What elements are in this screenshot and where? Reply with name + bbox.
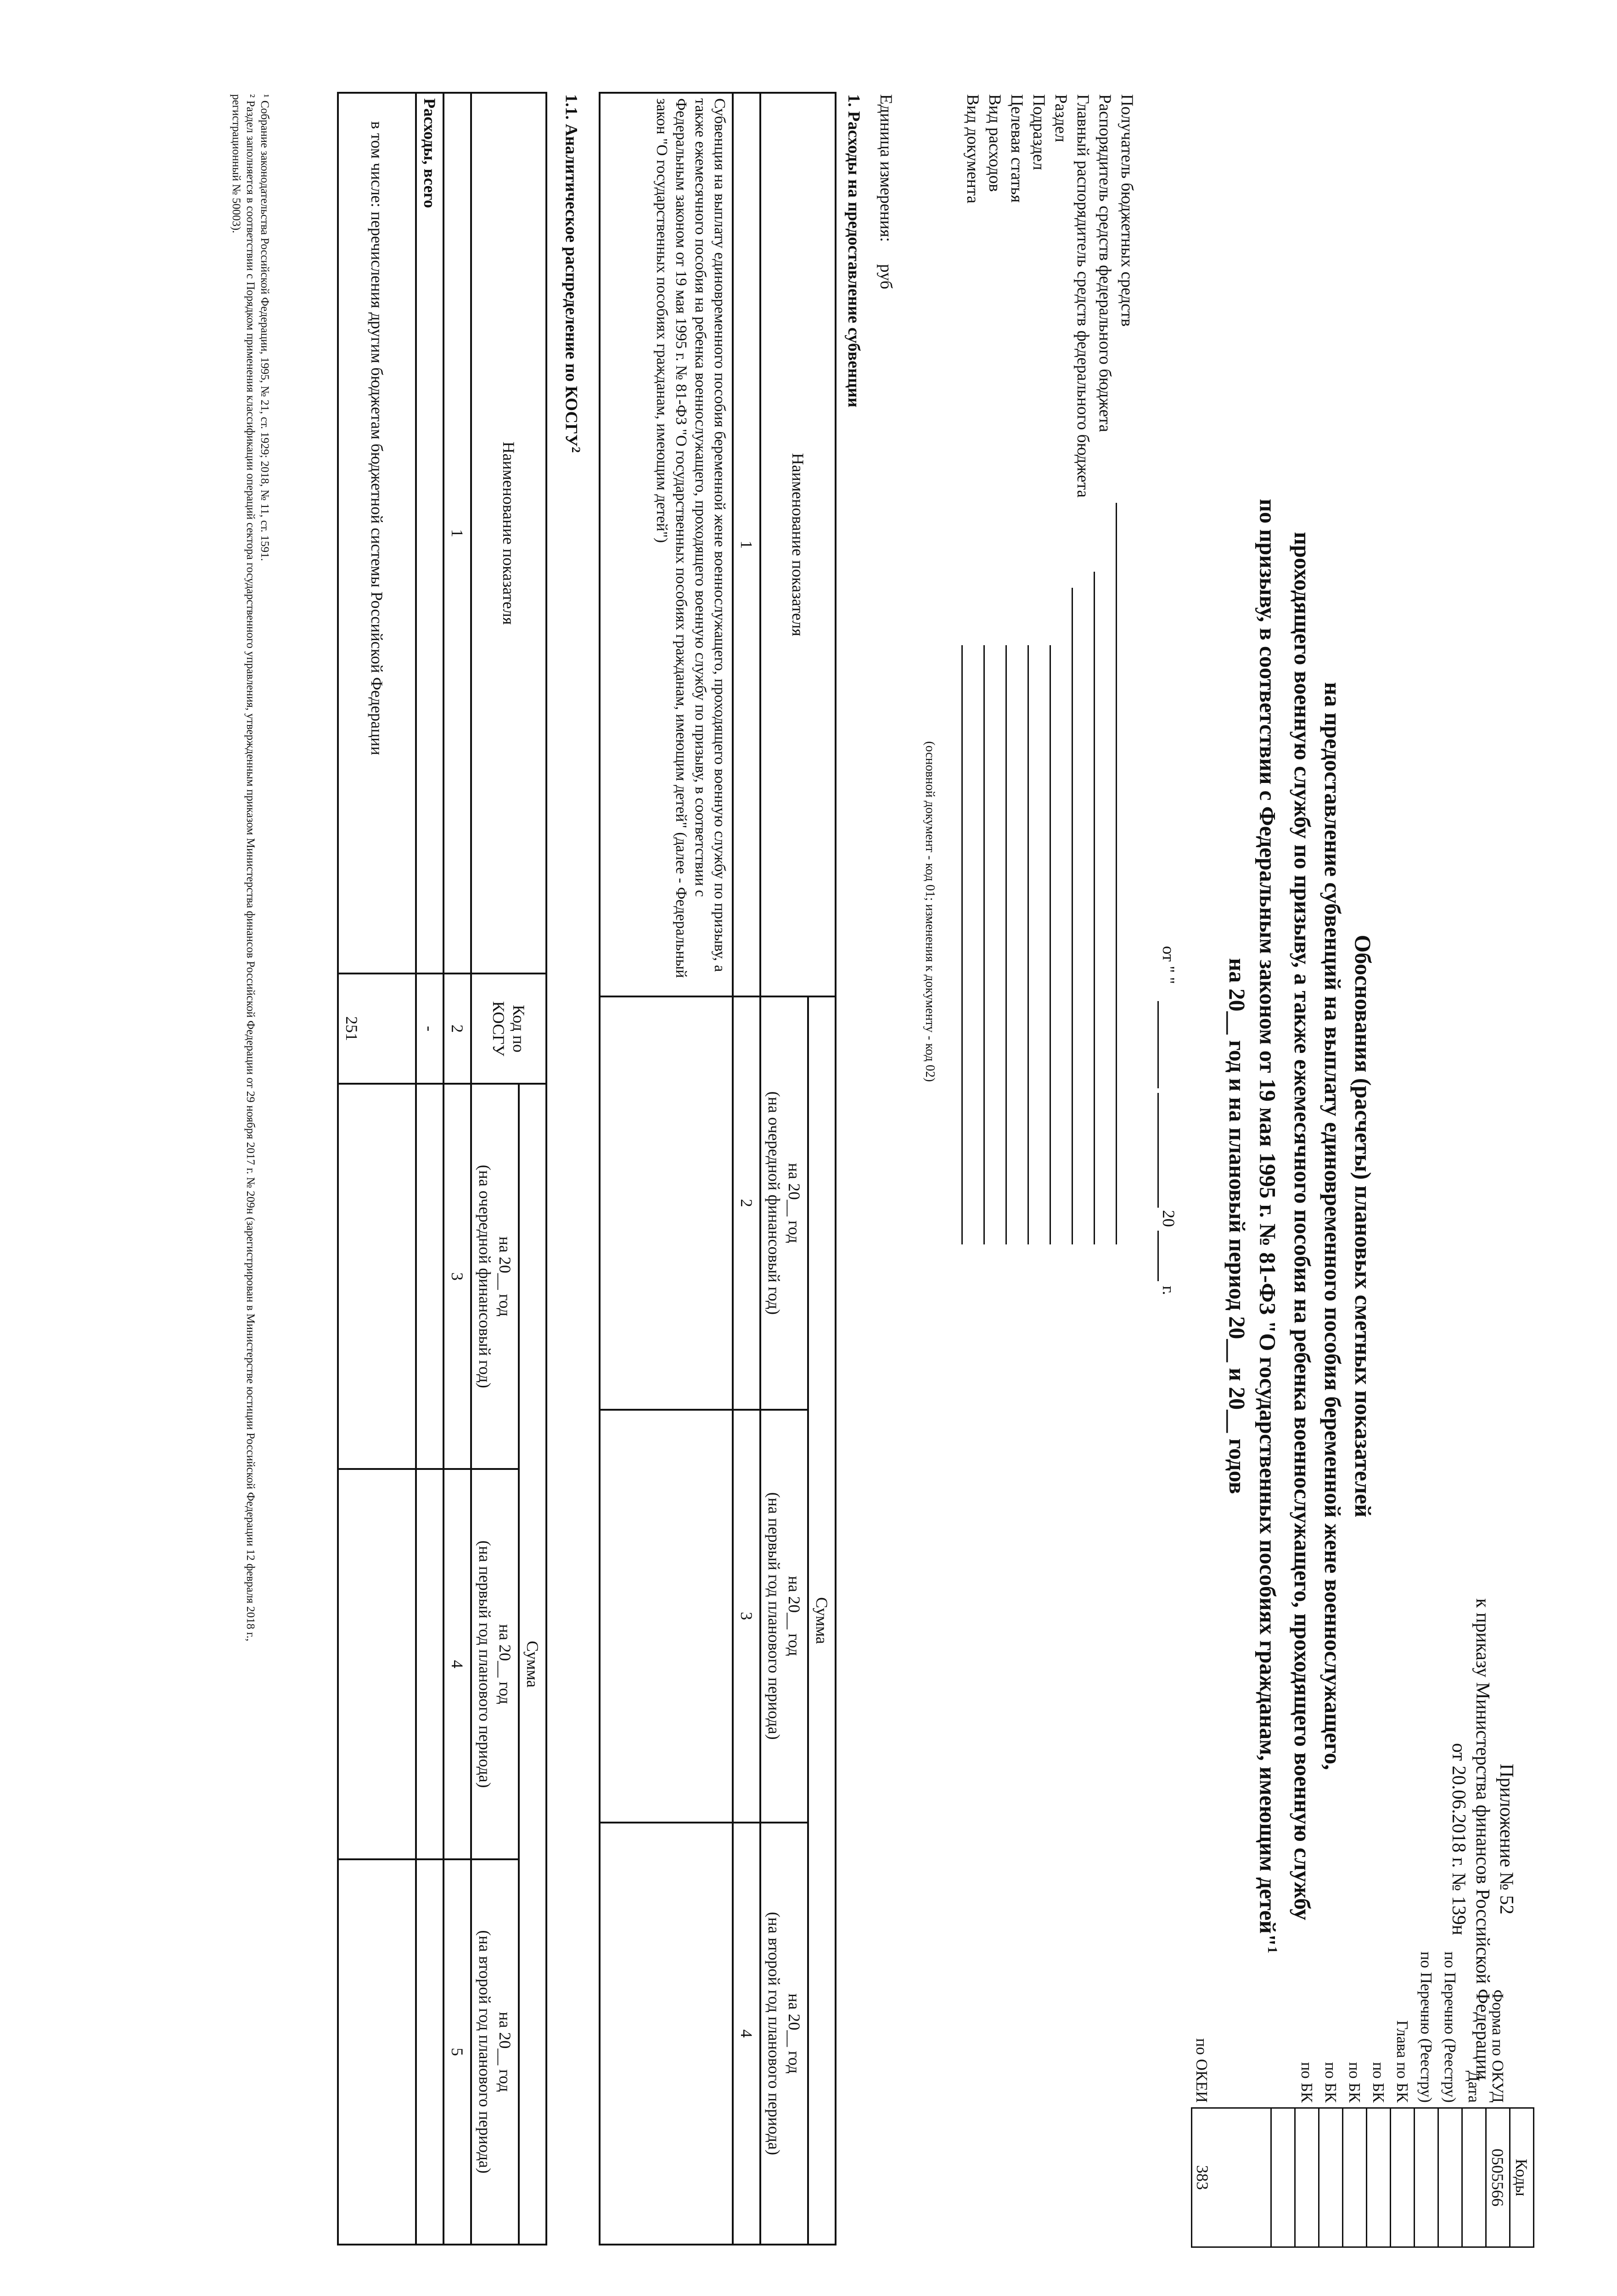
annex-date: от 20.06.2018 г. № 139н: [1448, 1743, 1469, 1936]
field-label: Подраздел: [1029, 94, 1048, 170]
codes-label: Дата: [1465, 2071, 1483, 2103]
codes-label: по Перечню (Реестру): [1441, 1951, 1460, 2103]
codes-row: [1462, 1945, 1486, 2247]
codes-value[interactable]: [1295, 2108, 1319, 2247]
field-label: Главный распорядитель средств федерального бюджета: [1073, 94, 1092, 498]
title-line-5: на 20__ год и на плановый период 20__ и 20__ годов: [1224, 958, 1251, 1494]
col-number: 2: [733, 996, 760, 1409]
section1-heading: 1. Расходы на предоставление субвенции: [844, 94, 863, 408]
subvention-value-1[interactable]: [600, 996, 733, 1409]
kosgu-row-total-code: -: [416, 974, 444, 1084]
codes-row: [1192, 1945, 1271, 2247]
field-underline[interactable]: [1027, 645, 1029, 1244]
unit-label: Единица измерения:: [876, 94, 895, 242]
title-line-2: на предоставление субвенций на выплату единовременного пособия беременной жене военнослужащего,: [1320, 682, 1346, 1770]
kosgu-sum-header: Сумма: [519, 1084, 546, 2245]
codes-label: по Перечню (Реестру): [1417, 1951, 1436, 2103]
title-line-3: проходящего военную службу по призыву, а также ежемесячного пособия на ребенка военнослужащего, проходящего военную службу: [1290, 532, 1315, 1920]
col2-header: на 20__ год (на очередной финансовый год): [760, 996, 808, 1409]
kosgu-code-header: Код по КОСГУ: [471, 974, 546, 1084]
col-number: 1: [733, 93, 760, 996]
field-underline[interactable]: [983, 645, 985, 1244]
kosgu-col3-header: на 20__ год (на очередной финансовый год): [471, 1084, 519, 1469]
codes-table: [1191, 1945, 1534, 2248]
codes-label: по ОКЕИ: [1193, 2038, 1211, 2103]
codes-value[interactable]: [1319, 2108, 1343, 2247]
footnote-mark-1: 1: [1265, 1946, 1280, 1953]
kosgu-row-total-name: Расходы, всего: [416, 93, 444, 974]
codes-row: [1319, 1945, 1343, 2247]
kosgu-name-header: Наименование показателя: [471, 93, 546, 974]
codes-value[interactable]: [1271, 2108, 1295, 2247]
kosgu-row-total-value-1[interactable]: [416, 1084, 444, 1469]
date-year-suffix: г.: [1159, 1286, 1178, 1295]
field-label: Вид расходов: [985, 94, 1004, 192]
codes-value[interactable]: 0505566: [1486, 2108, 1510, 2247]
footnote-2: ² Раздел заполняется в соответствии с Порядком применения классификации операций сектора государственного управления, утвержденным приказом Министерства финансов Российской Федерации от 29 ноября 2017 г. № 209н (зарегистрирован в Министерстве юстиции Российской Федерации 12 февраля 2018 г.,: [244, 94, 257, 1642]
codes-row: [1438, 1945, 1462, 2247]
codes-label: Форма по ОКУД: [1489, 1989, 1507, 2103]
codes-value[interactable]: [1343, 2108, 1367, 2247]
kosgu-row-transfers-name: в том числе: перечисления другим бюджетам бюджетной системы Российской Федерации: [338, 93, 416, 974]
date-year-prefix: 20: [1159, 1210, 1178, 1227]
col-number: 4: [733, 1823, 760, 2245]
codes-value[interactable]: 383: [1192, 2108, 1271, 2247]
field-label: Целевая статья: [1007, 94, 1026, 203]
title-line-1: Обоснования (расчеты) плановых сметных показателей: [1350, 934, 1376, 1518]
unit-value: руб: [876, 264, 895, 289]
field-underline[interactable]: [1116, 503, 1117, 1244]
field-underline[interactable]: [1005, 645, 1007, 1244]
codes-value[interactable]: [1391, 2108, 1415, 2247]
kosgu-row-total-value-3[interactable]: [416, 1859, 444, 2245]
codes-label: [1271, 1945, 1295, 2108]
kosgu-col-number: 1: [444, 93, 471, 974]
document-title: [1222, 377, 1378, 2076]
field-underline[interactable]: [961, 645, 963, 1244]
annex-order: к приказу Министерства финансов Российской Федерации: [1472, 1598, 1493, 2080]
subvention-table: [599, 92, 837, 2245]
kosgu-col-number: 2: [444, 974, 471, 1084]
codes-row: [1486, 1945, 1510, 2247]
footnote-mark-2: 2: [569, 446, 583, 453]
codes-value[interactable]: [1415, 2108, 1438, 2247]
field-label: Получатель бюджетных средств: [1117, 94, 1136, 327]
field-label: Распорядитель средств федерального бюджета: [1095, 94, 1114, 433]
codes-label: по БК: [1298, 2062, 1316, 2103]
field-underline[interactable]: [1072, 588, 1073, 1244]
codes-value[interactable]: [1367, 2108, 1391, 2247]
codes-row: [1271, 1945, 1295, 2247]
field-underline[interactable]: [1050, 645, 1051, 1244]
codes-row: [1295, 1945, 1319, 2247]
footnotes: [229, 94, 272, 2248]
section11-heading: 1.1. Аналитическое распределение по КОСГУ$^2$: [561, 94, 583, 453]
codes-value[interactable]: [1462, 2108, 1486, 2247]
codes-row: [1367, 1945, 1391, 2247]
footnote-1: ¹ Собрание законодательства Российской Федерации, 1995, № 21, ст. 1929; 2018, № 11, ст. 1591.: [258, 94, 271, 561]
kosgu-row-transfers-value-3[interactable]: [338, 1859, 416, 2245]
kosgu-col-number: 4: [444, 1469, 471, 1859]
subvention-value-2[interactable]: [600, 1410, 733, 1823]
subvention-row-name: Субвенция на выплату единовременного пособия беременной жене военнослужащего, проходящего военную службу по призыву, а также ежемесячного пособия на ребенка военнослужащего, проходящего военную службу по призыву, в соответствии с Федеральным законом от 19 мая 1995 г. № 81-ФЗ "О государственных пособиях гражданам, имеющим детей" (далее - Федеральный закон "О государственных пособиях гражданам, имеющим детей"): [600, 93, 733, 996]
col3-header: на 20__ год (на первый год планового периода): [760, 1410, 808, 1823]
subvention-value-3[interactable]: [600, 1823, 733, 2245]
codes-label: по БК: [1370, 2062, 1388, 2103]
codes-row: [1343, 1945, 1367, 2247]
header-fields: [961, 94, 1137, 645]
kosgu-row-transfers-code: 251: [338, 974, 416, 1084]
footnote-2-cont: регистрационный № 50003).: [230, 94, 242, 233]
field-label: Вид документа: [963, 94, 982, 204]
codes-row: [1391, 1945, 1415, 2247]
codes-header: Коды: [1510, 2108, 1534, 2247]
kosgu-row-transfers-value-2[interactable]: [338, 1469, 416, 1859]
kosgu-row-transfers-value-1[interactable]: [338, 1084, 416, 1469]
kosgu-col4-header: на 20__ год (на первый год планового периода): [471, 1469, 519, 1859]
date-year-line: [1157, 1231, 1159, 1281]
sum-header: Сумма: [808, 996, 836, 2245]
date-day-line: [1157, 1001, 1159, 1088]
col4-header: на 20__ год (на второй год планового периода): [760, 1823, 808, 2245]
codes-label: по БК: [1322, 2062, 1340, 2103]
col-name-header: Наименование показателя: [760, 93, 836, 996]
date-prefix: от " ": [1159, 946, 1178, 984]
doc-type-hint: (основной документ - код 01; изменения к документу - код 02): [923, 741, 937, 1082]
codes-label: Глава по БК: [1393, 2020, 1412, 2103]
codes-row: [1415, 1945, 1438, 2247]
codes-label: по БК: [1346, 2062, 1364, 2103]
kosgu-col5-header: на 20__ год (на второй год планового периода): [471, 1859, 519, 2245]
title-line-4: по призыву, в соответствии с Федеральным законом от 19 мая 1995 г. № 81-ФЗ "О государственных пособиях гражданам, имеющим детей"$^1$: [1255, 499, 1281, 1953]
kosgu-col-number: 5: [444, 1859, 471, 2245]
annex-number: Приложение № 52: [1496, 1763, 1517, 1915]
kosgu-table: [337, 92, 547, 2245]
kosgu-col-number: 3: [444, 1084, 471, 1469]
field-label: Раздел: [1051, 94, 1070, 142]
date-month-line: [1157, 1093, 1159, 1208]
col-number: 3: [733, 1410, 760, 1823]
field-underline[interactable]: [1094, 572, 1095, 1244]
codes-value[interactable]: [1438, 2108, 1462, 2247]
kosgu-row-total-value-2[interactable]: [416, 1469, 444, 1859]
